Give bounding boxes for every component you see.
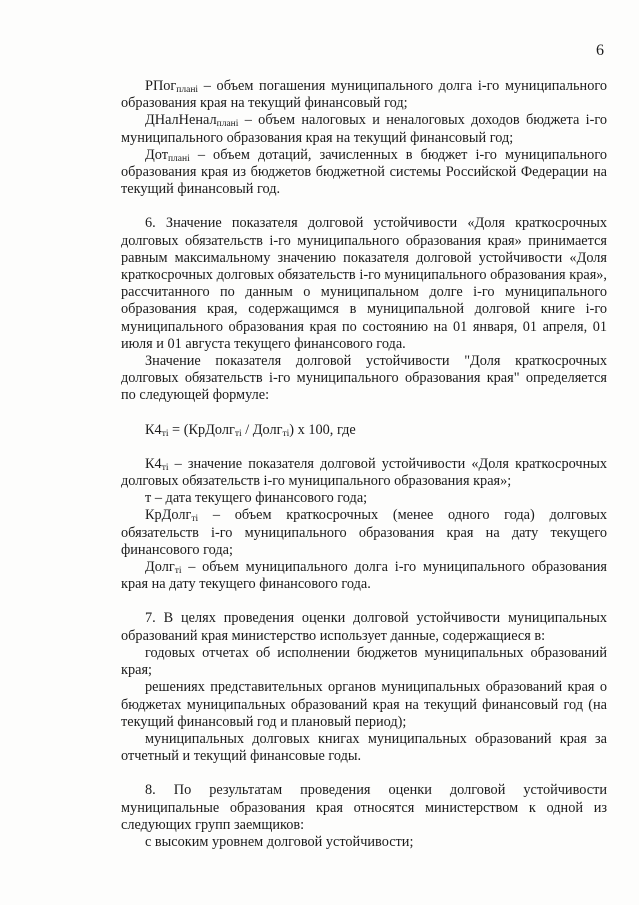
paragraph-spacer	[121, 593, 607, 610]
text-run: – объем муниципального долга i-го муниципального образования края на дату текущего финансового года.	[121, 559, 607, 593]
paragraph-spacer	[121, 405, 607, 422]
page-number: 6	[596, 42, 604, 59]
text-run: = (КрДолг	[168, 421, 235, 438]
text-run: Долг	[145, 559, 175, 576]
paragraph	[121, 215, 607, 353]
text-run: муниципальных долговых книгах муниципальных образований края за отчетный и текущий финансовые годы.	[121, 730, 607, 765]
text-run: 6. Значение показателя долговой устойчивости «Доля краткосрочных долговых обязательств i-го муниципального образования края» принимается равным максимальному значению показателя долговой устойчивости «Доля краткосрочных долговых обязательств i-го муниципального образования края», рассчитанного по данным о муниципальном долге i-го муниципального образования края, содержащимся в муниципальной долговой книге i-го муниципального образования края по состоянию на 01 января, 01 апреля, 01 июля и 01 августа текущего финансового года.	[121, 215, 607, 352]
text-run: – объем погашения муниципального долга i-го муниципального образования края на текущий финансовый год;	[121, 78, 607, 112]
text-run: – объем дотаций, зачисленных в бюджет i-го муниципального образования края из бюджетов бюджетной системы Российской Федерации на текущий финансовый год.	[121, 146, 607, 198]
paragraph	[121, 112, 607, 146]
text-run: – значение показателя долговой устойчивости «Доля краткосрочных долговых обязательств i-го муниципального образования края»;	[121, 455, 607, 490]
text-run: т – дата текущего финансового года;	[145, 490, 368, 507]
paragraph	[121, 782, 607, 834]
paragraph	[121, 78, 607, 112]
subscript: плані	[216, 119, 239, 130]
text-run: Значение показателя долговой устойчивости "Доля краткосрочных долговых обязательств i-го муниципального образования края" определяется по следующей формуле:	[121, 353, 607, 404]
text-run: ) x 100, где	[289, 421, 356, 438]
formula	[121, 422, 607, 439]
paragraph	[121, 507, 607, 559]
document-body	[121, 78, 607, 851]
paragraph	[121, 490, 607, 507]
paragraph-spacer	[121, 439, 607, 456]
subscript: плані	[167, 153, 190, 164]
text-run: КрДолг	[145, 507, 192, 524]
text-run: К4	[145, 421, 162, 438]
text-run: 7. В целях проведения оценки долговой устойчивости муниципальных образований края министерство использует данные, содержащиеся в:	[121, 610, 607, 644]
text-run: 8. По результатам проведения оценки долговой устойчивости муниципальные образования края относятся министерством к одной из следующих групп заемщиков:	[121, 782, 607, 833]
paragraph-spacer	[121, 765, 607, 782]
paragraph	[121, 834, 607, 851]
paragraph	[121, 353, 607, 405]
text-run: – объем краткосрочных (менее одного года) долговых обязательств i-го муниципального образования края на дату текущего финансового года;	[121, 507, 607, 558]
subscript: тi	[234, 428, 242, 439]
subscript: плані	[176, 85, 199, 95]
text-run: Дот	[145, 146, 168, 163]
text-run: К4	[145, 455, 162, 472]
text-run: с высоким уровнем долговой устойчивости;	[145, 833, 414, 850]
paragraph	[121, 147, 607, 199]
paragraph-spacer	[121, 198, 607, 215]
text-run: решениях представительных органов муниципальных образований края о бюджетах муниципальных образований края на текущий финансовый год (на текущий финансовый год и плановый период);	[121, 679, 607, 730]
paragraph	[121, 731, 607, 765]
text-run: ДНалНенал	[145, 112, 217, 129]
text-run: РПог	[145, 78, 177, 94]
text-run: – объем налоговых и неналоговых доходов бюджета i-го муниципального образования края на текущий финансовый год;	[121, 112, 607, 146]
paragraph	[121, 645, 607, 679]
paragraph	[121, 456, 607, 490]
paragraph	[121, 559, 607, 593]
subscript: тi	[174, 566, 182, 577]
subscript: тi	[282, 428, 290, 439]
subscript: тi	[161, 428, 169, 439]
text-run: / Долг	[241, 421, 283, 438]
text-run: годовых отчетах об исполнении бюджетов муниципальных образований края;	[121, 644, 607, 679]
paragraph	[121, 679, 607, 731]
subscript: тi	[161, 462, 169, 473]
paragraph	[121, 610, 607, 644]
subscript: тi	[191, 514, 199, 525]
